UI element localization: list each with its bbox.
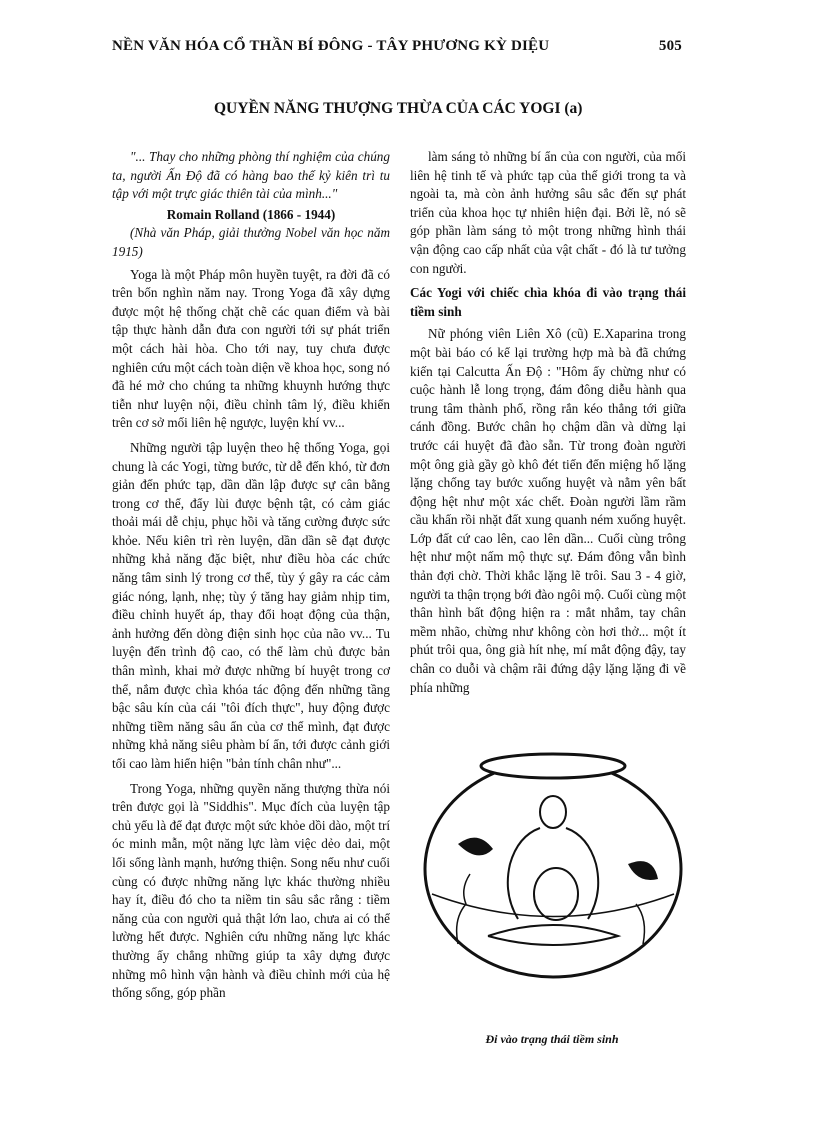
figure-caption: Đi vào trạng thái tiềm sinh (485, 1032, 619, 1046)
meditating-figure (488, 796, 618, 945)
right-column (410, 148, 686, 703)
article-title: QUYỀN NĂNG THƯỢNG THỪA CỦA CÁC YOGI (a) (214, 100, 583, 117)
body-paragraph: Yoga là một Pháp môn huyền tuyệt, ra đời đã có trên bốn nghìn năm nay. Trong Yoga đã xây dựng được một hệ thống chặt chẽ các quan điểm và bài tập thực hành dẫn đưa con người tới sự phát triển một cách hài hòa. Cho tới nay, tuy chưa được nghiên cứu một cách toàn diện về khoa học, song nó đã hé mở cho chúng ta những khuynh hướng thực tiễn như luyện nội, điều chỉnh tâm lý, điều khiển trên cơ sở mối liên hệ ngược, luyện khí vv... (112, 266, 390, 431)
page-number: 505 (658, 38, 682, 54)
body-paragraph: Nữ phóng viên Liên Xô (cũ) E.Xaparina trong một bài báo có kể lại trường hợp mà bà đã chứng kiến tại Calcutta Ấn Độ : "Hôm ấy chừng như có cuộc hành lễ long trọng, đám đông diễu hành qua trung tâm thành phố, rồng rắn kéo thẳng tới giữa cánh đồng. Bước chân họ chậm dần và dừng lại trước cái huyệt đã đào sẵn. Từ trong đoàn người một ông già gầy gò khô đét tiến đến miệng hố lặng lặng chống tay bước xuống huyệt và nằm yên bất động hệt như một xác chết. Đoàn người lầm rầm cầu khấn rồi nhặt đất xung quanh ném xuống huyệt. Lớp đất cứ cao lên, cao lên dần... Cuối cùng trông hệt như một nấm mộ thực sự. Đám đông vẫn bình thản đợi chờ. Thời khắc lặng lẽ trôi. Sau 3 - 4 giờ, người ta thận trọng bới đào ngôi mộ. Cuối cùng một thân hình bất động hiện ra : mắt nhắm, tay chân mềm nhão, chừng như không còn hơi thở... một ít phút trôi qua, ông già hít nhẹ, mí mắt động đậy, tay chân co duỗi và chậm rãi đứng dậy lặng lặng đi về phía những (410, 326, 686, 695)
page-header (112, 38, 682, 55)
fish-icon (458, 838, 658, 880)
left-column (112, 148, 390, 1009)
section-subheading: Các Yogi với chiếc chìa khóa đi vào trạng thái tiềm sinh (410, 285, 686, 319)
epigraph-quote: "... Thay cho những phòng thí nghiệm của chúng ta, người Ấn Độ đã có hàng bao thế kỷ kiên trì tu tập với một trực giác thiên tài của mình..." (112, 149, 390, 202)
epigraph-author-note: (Nhà văn Pháp, giải thưởng Nobel văn học năm 1915) (112, 225, 390, 259)
running-head: NỀN VĂN HÓA CỔ THẦN BÍ ĐÔNG - TÂY PHƯƠNG KỲ DIỆU (112, 38, 550, 54)
epigraph-author: Romain Rolland (1866 - 1944) (166, 206, 336, 222)
fishbowl-illustration (418, 744, 688, 980)
body-paragraph: Trong Yoga, những quyền năng thượng thừa nói trên được gọi là "Siddhis". Mục đích của luyện tập chủ yếu là để đạt được một sức khỏe dồi dào, một trí óc minh mẫn, một năng lực làm việc dẻo dai, một lối sống lành mạnh, hướng thiện. Song nếu như cuối cùng có được những năng lực khác thường nhiều hay ít, điều đó cho ta niềm tin sâu sắc rằng : tiềm năng của con người quả thật lớn lao, chưa ai có thể lường hết được. Nghiên cứu những năng lực khác thường ấy chẳng những giúp ta xây dựng được những mô hình vận hành và điều chỉnh mới của hệ thống sống, góp phần (112, 780, 390, 1001)
body-paragraph: làm sáng tỏ những bí ẩn của con người, của mối liên hệ tinh tế và phức tạp của thế giới trong ta và ngoài ta, mà còn ảnh hưởng sâu sắc đến sự phát triển của khoa học tự nhiên hiện đại. Bởi lẽ, nó sẽ góp phần làm sáng tỏ một trong những hình thái vận động cao cấp nhất của vật chất - đó là tư tưởng con người. (410, 149, 686, 276)
body-paragraph: Những người tập luyện theo hệ thống Yoga, gọi chung là các Yogi, từng bước, từ dễ đến khó, từ đơn giản đến phức tạp, dần dần lập được sự cân bằng trong cơ thể, đẩy lùi được bệnh tật, có cảm giác thoải mái dễ chịu, phục hồi và tăng cường được sức khỏe. Nếu kiên trì rèn luyện, dần dần sẽ đạt được những khả năng đặc biệt, như điều hòa các chức năng tâm sinh lý trong cơ thể, tùy ý gây ra các cảm giác nóng, lạnh, nhẹ; tùy ý tăng hay giảm nhịp tim, điều chỉnh huyết áp, thay đổi hoạt động của thận, ảnh hưởng đến dòng điện sinh học của não vv... Tu luyện đến trình độ cao, có thể làm chủ được bản thân mình, khai mở được những bí huyệt trong cơ thể, nắm được chìa khóa tác động đến những tầng bậc sâu kín của cái "tôi đích thực", huy động được những tiềm năng sâu ẩn của cơ thể mình, đạt được những khả năng siêu phàm bí ẩn, tới được cảnh giới tối cao làm hiển hiện "bản tính chân như"... (112, 439, 390, 771)
